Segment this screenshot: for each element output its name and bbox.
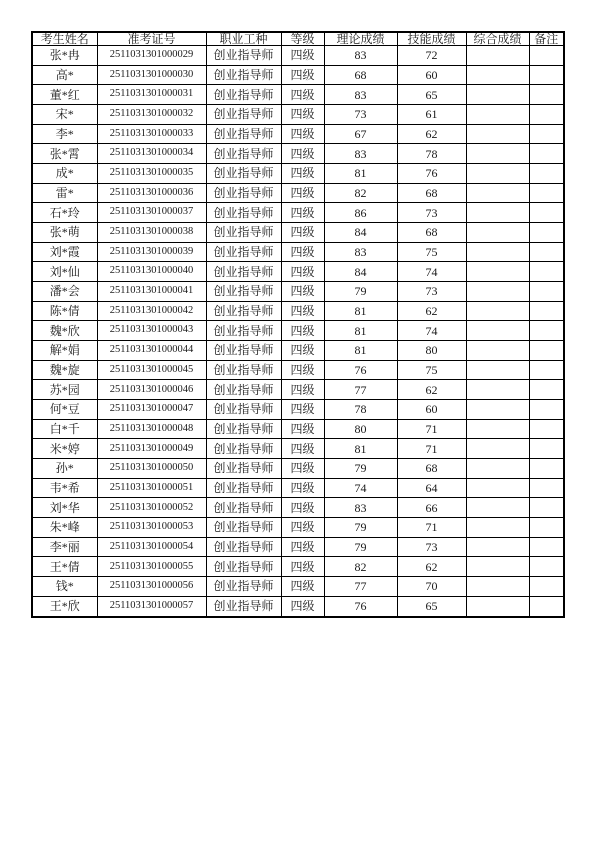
- table-cell: 四级: [281, 124, 324, 144]
- table-cell: [466, 46, 529, 66]
- table-cell: [529, 577, 564, 597]
- table-row: [32, 459, 564, 479]
- table-cell: 创业指导师: [206, 341, 281, 361]
- table-cell: 77: [324, 577, 397, 597]
- table-cell: [529, 223, 564, 243]
- table-cell: 刘*仙: [32, 262, 97, 282]
- table-row: [32, 262, 564, 282]
- table-row: [32, 183, 564, 203]
- table-cell: 61: [397, 105, 466, 125]
- col-header-occupation: 职业工种: [206, 32, 281, 46]
- table-cell: [529, 537, 564, 557]
- table-cell: 四级: [281, 596, 324, 617]
- table-cell: 孙*: [32, 459, 97, 479]
- col-header-theory-score: 理论成绩: [324, 32, 397, 46]
- table-cell: 78: [397, 144, 466, 164]
- table-cell: 2511031301000029: [97, 46, 206, 66]
- table-cell: 朱*峰: [32, 518, 97, 538]
- table-cell: 80: [324, 419, 397, 439]
- table-cell: 2511031301000047: [97, 400, 206, 420]
- table-row: [32, 203, 564, 223]
- table-cell: 68: [324, 65, 397, 85]
- table-cell: 2511031301000036: [97, 183, 206, 203]
- table-cell: 2511031301000035: [97, 164, 206, 184]
- table-cell: 2511031301000043: [97, 321, 206, 341]
- table-cell: 2511031301000040: [97, 262, 206, 282]
- table-cell: 65: [397, 596, 466, 617]
- table-cell: 79: [324, 518, 397, 538]
- table-cell: 四级: [281, 183, 324, 203]
- table-cell: 81: [324, 439, 397, 459]
- table-cell: 2511031301000056: [97, 577, 206, 597]
- table-cell: 四级: [281, 419, 324, 439]
- table-cell: 60: [397, 400, 466, 420]
- table-cell: [466, 242, 529, 262]
- table-cell: [466, 557, 529, 577]
- table-cell: 创业指导师: [206, 242, 281, 262]
- table-cell: 张*萌: [32, 223, 97, 243]
- table-cell: 75: [397, 242, 466, 262]
- table-cell: 创业指导师: [206, 321, 281, 341]
- table-cell: 81: [324, 321, 397, 341]
- table-cell: 84: [324, 223, 397, 243]
- table-cell: 76: [324, 360, 397, 380]
- table-row: [32, 439, 564, 459]
- table-cell: 2511031301000050: [97, 459, 206, 479]
- table-cell: 68: [397, 183, 466, 203]
- col-header-composite-score: 综合成绩: [466, 32, 529, 46]
- table-cell: 2511031301000034: [97, 144, 206, 164]
- table-row: [32, 144, 564, 164]
- table-cell: 苏*园: [32, 380, 97, 400]
- table-cell: [529, 85, 564, 105]
- table-row: [32, 596, 564, 617]
- table-cell: [466, 459, 529, 479]
- table-cell: [466, 439, 529, 459]
- table-cell: [529, 518, 564, 538]
- table-cell: 73: [397, 537, 466, 557]
- table-cell: [466, 341, 529, 361]
- table-row: [32, 557, 564, 577]
- table-cell: 2511031301000057: [97, 596, 206, 617]
- table-cell: 76: [397, 164, 466, 184]
- table-cell: [466, 124, 529, 144]
- table-cell: [466, 596, 529, 617]
- table-cell: 四级: [281, 144, 324, 164]
- table-cell: 78: [324, 400, 397, 420]
- table-row: [32, 124, 564, 144]
- table-cell: [529, 203, 564, 223]
- table-cell: 创业指导师: [206, 65, 281, 85]
- table-row: [32, 85, 564, 105]
- table-cell: 四级: [281, 459, 324, 479]
- table-cell: 创业指导师: [206, 459, 281, 479]
- table-cell: [466, 164, 529, 184]
- table-cell: 刘*霞: [32, 242, 97, 262]
- table-cell: 67: [324, 124, 397, 144]
- table-row: [32, 478, 564, 498]
- table-cell: 62: [397, 301, 466, 321]
- table-row: [32, 498, 564, 518]
- table-row: [32, 282, 564, 302]
- table-cell: 四级: [281, 85, 324, 105]
- table-cell: 创业指导师: [206, 203, 281, 223]
- table-cell: 创业指导师: [206, 262, 281, 282]
- table-row: [32, 341, 564, 361]
- table-cell: [466, 380, 529, 400]
- table-cell: 62: [397, 557, 466, 577]
- table-cell: [466, 203, 529, 223]
- table-cell: [466, 518, 529, 538]
- table-cell: 2511031301000044: [97, 341, 206, 361]
- table-cell: 2511031301000033: [97, 124, 206, 144]
- table-cell: 76: [324, 596, 397, 617]
- table-cell: 62: [397, 380, 466, 400]
- table-cell: 创业指导师: [206, 360, 281, 380]
- table-cell: 83: [324, 46, 397, 66]
- table-cell: 四级: [281, 380, 324, 400]
- table-cell: 83: [324, 242, 397, 262]
- table-cell: 65: [397, 85, 466, 105]
- table-cell: 81: [324, 341, 397, 361]
- table-cell: 73: [397, 203, 466, 223]
- table-cell: 71: [397, 518, 466, 538]
- table-cell: 王*欣: [32, 596, 97, 617]
- table-cell: 四级: [281, 577, 324, 597]
- table-cell: 成*: [32, 164, 97, 184]
- table-cell: 四级: [281, 360, 324, 380]
- table-cell: 创业指导师: [206, 557, 281, 577]
- table-cell: 2511031301000049: [97, 439, 206, 459]
- table-cell: 创业指导师: [206, 124, 281, 144]
- table-cell: 创业指导师: [206, 596, 281, 617]
- table-cell: 86: [324, 203, 397, 223]
- table-cell: 四级: [281, 203, 324, 223]
- table-cell: 四级: [281, 282, 324, 302]
- table-cell: [466, 282, 529, 302]
- table-cell: [466, 85, 529, 105]
- table-cell: 创业指导师: [206, 419, 281, 439]
- table-cell: [466, 144, 529, 164]
- table-cell: 62: [397, 124, 466, 144]
- table-cell: 2511031301000052: [97, 498, 206, 518]
- table-cell: [466, 400, 529, 420]
- exam-score-table: [31, 31, 565, 618]
- col-header-candidate-name: 考生姓名: [32, 32, 97, 46]
- table-cell: 创业指导师: [206, 282, 281, 302]
- table-cell: 创业指导师: [206, 518, 281, 538]
- table-cell: 魏*旋: [32, 360, 97, 380]
- table-cell: [466, 577, 529, 597]
- table-cell: [466, 537, 529, 557]
- table-cell: 2511031301000030: [97, 65, 206, 85]
- table-cell: 2511031301000045: [97, 360, 206, 380]
- table-cell: 79: [324, 459, 397, 479]
- table-cell: 83: [324, 144, 397, 164]
- table-cell: 张*冉: [32, 46, 97, 66]
- table-cell: 四级: [281, 65, 324, 85]
- table-cell: 创业指导师: [206, 439, 281, 459]
- table-cell: 81: [324, 301, 397, 321]
- table-cell: 2511031301000054: [97, 537, 206, 557]
- table-cell: 68: [397, 223, 466, 243]
- table-row: [32, 242, 564, 262]
- table-cell: [466, 223, 529, 243]
- table-row: [32, 105, 564, 125]
- table-cell: 79: [324, 282, 397, 302]
- table-cell: 82: [324, 557, 397, 577]
- table-row: [32, 223, 564, 243]
- table-cell: 四级: [281, 301, 324, 321]
- table-row: [32, 537, 564, 557]
- table-row: [32, 46, 564, 66]
- table-row: [32, 518, 564, 538]
- table-cell: 64: [397, 478, 466, 498]
- table-cell: [529, 65, 564, 85]
- table-row: [32, 65, 564, 85]
- table-cell: 钱*: [32, 577, 97, 597]
- table-cell: 四级: [281, 498, 324, 518]
- table-row: [32, 400, 564, 420]
- table-cell: [466, 478, 529, 498]
- table-cell: [529, 242, 564, 262]
- table-cell: 创业指导师: [206, 577, 281, 597]
- table-cell: 雷*: [32, 183, 97, 203]
- table-cell: [529, 439, 564, 459]
- table-cell: 60: [397, 65, 466, 85]
- table-cell: 白*千: [32, 419, 97, 439]
- col-header-admission-number: 准考证号: [97, 32, 206, 46]
- table-cell: [529, 498, 564, 518]
- table-cell: 68: [397, 459, 466, 479]
- table-cell: [466, 262, 529, 282]
- table-cell: 四级: [281, 262, 324, 282]
- table-cell: 70: [397, 577, 466, 597]
- table-cell: 四级: [281, 164, 324, 184]
- table-cell: [466, 183, 529, 203]
- col-header-level: 等级: [281, 32, 324, 46]
- table-cell: 73: [397, 282, 466, 302]
- table-cell: 2511031301000053: [97, 518, 206, 538]
- table-cell: 四级: [281, 242, 324, 262]
- table-cell: [529, 164, 564, 184]
- table-cell: 80: [397, 341, 466, 361]
- table-cell: 四级: [281, 105, 324, 125]
- table-cell: 75: [397, 360, 466, 380]
- table-cell: 四级: [281, 341, 324, 361]
- table-cell: [529, 459, 564, 479]
- table-cell: 创业指导师: [206, 380, 281, 400]
- table-cell: 2511031301000038: [97, 223, 206, 243]
- table-cell: 王*倩: [32, 557, 97, 577]
- table-cell: 魏*欣: [32, 321, 97, 341]
- table-cell: 71: [397, 439, 466, 459]
- table-cell: 解*娟: [32, 341, 97, 361]
- table-cell: 83: [324, 85, 397, 105]
- table-cell: 韦*希: [32, 478, 97, 498]
- table-cell: 李*: [32, 124, 97, 144]
- table-cell: 81: [324, 164, 397, 184]
- table-cell: 66: [397, 498, 466, 518]
- table-cell: [529, 557, 564, 577]
- table-cell: 四级: [281, 223, 324, 243]
- table-cell: 创业指导师: [206, 85, 281, 105]
- table-cell: 陈*倩: [32, 301, 97, 321]
- table-cell: 四级: [281, 321, 324, 341]
- table-cell: [529, 301, 564, 321]
- table-body: [32, 46, 564, 618]
- table-cell: 创业指导师: [206, 223, 281, 243]
- table-cell: [529, 262, 564, 282]
- table-cell: 创业指导师: [206, 498, 281, 518]
- table-cell: 71: [397, 419, 466, 439]
- table-cell: 宋*: [32, 105, 97, 125]
- table-cell: 米*婷: [32, 439, 97, 459]
- table-cell: 2511031301000046: [97, 380, 206, 400]
- table-cell: [466, 419, 529, 439]
- table-cell: 张*霄: [32, 144, 97, 164]
- table-cell: [466, 105, 529, 125]
- table-row: [32, 360, 564, 380]
- table-cell: 四级: [281, 518, 324, 538]
- table-cell: 石*玲: [32, 203, 97, 223]
- col-header-remark: 备注: [529, 32, 564, 46]
- table-cell: 创业指导师: [206, 301, 281, 321]
- table-cell: [529, 419, 564, 439]
- table-header-row: [32, 32, 564, 46]
- table-row: [32, 301, 564, 321]
- table-cell: 84: [324, 262, 397, 282]
- table-cell: [529, 321, 564, 341]
- table-cell: [529, 400, 564, 420]
- table-cell: [529, 124, 564, 144]
- table-cell: [529, 46, 564, 66]
- table-cell: [529, 105, 564, 125]
- table-cell: [529, 478, 564, 498]
- table-cell: [529, 360, 564, 380]
- table-cell: 四级: [281, 439, 324, 459]
- table-cell: 创业指导师: [206, 46, 281, 66]
- table-cell: [466, 65, 529, 85]
- table-cell: [529, 183, 564, 203]
- table-cell: [466, 301, 529, 321]
- table-cell: 2511031301000051: [97, 478, 206, 498]
- table-cell: 高*: [32, 65, 97, 85]
- table-cell: 2511031301000037: [97, 203, 206, 223]
- table-cell: [529, 596, 564, 617]
- table-cell: 2511031301000032: [97, 105, 206, 125]
- table-cell: [529, 341, 564, 361]
- table-row: [32, 321, 564, 341]
- table-cell: 2511031301000039: [97, 242, 206, 262]
- table-cell: 79: [324, 537, 397, 557]
- table-cell: 创业指导师: [206, 164, 281, 184]
- table-cell: [529, 282, 564, 302]
- table-cell: 73: [324, 105, 397, 125]
- table-cell: 82: [324, 183, 397, 203]
- table-cell: 潘*会: [32, 282, 97, 302]
- table-row: [32, 577, 564, 597]
- table-cell: 李*丽: [32, 537, 97, 557]
- table-cell: 四级: [281, 537, 324, 557]
- table-cell: 董*红: [32, 85, 97, 105]
- table-cell: 77: [324, 380, 397, 400]
- table-cell: 74: [324, 478, 397, 498]
- table-cell: [529, 144, 564, 164]
- table-cell: 创业指导师: [206, 183, 281, 203]
- table-cell: [466, 498, 529, 518]
- table-cell: 创业指导师: [206, 144, 281, 164]
- table-cell: [466, 321, 529, 341]
- table-cell: 74: [397, 262, 466, 282]
- table-cell: 2511031301000055: [97, 557, 206, 577]
- table-cell: 74: [397, 321, 466, 341]
- table-cell: 四级: [281, 400, 324, 420]
- table-cell: [529, 380, 564, 400]
- table-cell: 2511031301000042: [97, 301, 206, 321]
- table-cell: 四级: [281, 478, 324, 498]
- table-row: [32, 164, 564, 184]
- table-row: [32, 380, 564, 400]
- table-cell: 创业指导师: [206, 400, 281, 420]
- table-cell: [466, 360, 529, 380]
- table-cell: 刘*华: [32, 498, 97, 518]
- table-cell: 四级: [281, 46, 324, 66]
- table-cell: 四级: [281, 557, 324, 577]
- table-cell: 创业指导师: [206, 537, 281, 557]
- table-cell: 2511031301000031: [97, 85, 206, 105]
- table-row: [32, 419, 564, 439]
- table-cell: 83: [324, 498, 397, 518]
- table-cell: 2511031301000048: [97, 419, 206, 439]
- table-cell: 何*豆: [32, 400, 97, 420]
- table-cell: 2511031301000041: [97, 282, 206, 302]
- table-cell: 创业指导师: [206, 478, 281, 498]
- col-header-skill-score: 技能成绩: [397, 32, 466, 46]
- table-cell: 创业指导师: [206, 105, 281, 125]
- table-cell: 72: [397, 46, 466, 66]
